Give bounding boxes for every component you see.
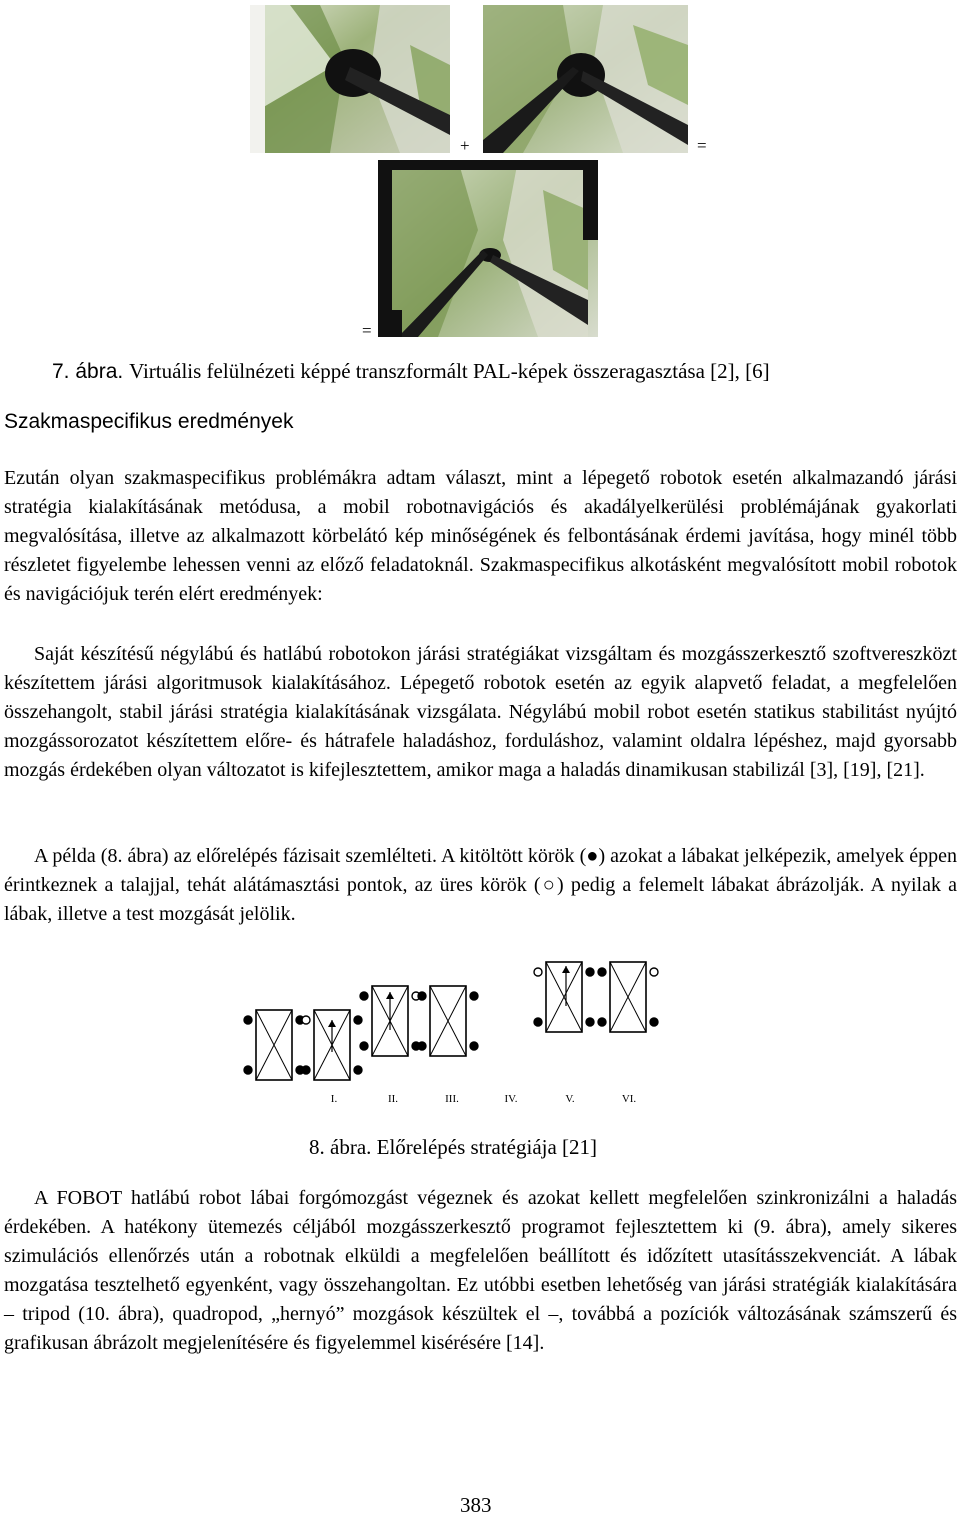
- pal-image-left: [250, 5, 450, 153]
- lifted-leg: [534, 968, 542, 976]
- paragraph: Saját készítésű négylábú és hatlábú robotokon járási stratégiákat vizsgáltam és mozgásszerkesztő szoftvereszközt készítettem járási algoritmusok kialakításához. Lépegető robotok esetén az egyik alapvető feladat, a megfelelően összehangolt, stabil járási stratégia kialakításának vizsgálata. Négylábú mobil robot esetén statikus stabilitást nyújtó mozgássorozatot készítettem előre- és hátrafele haladáshoz, forduláshoz, valamint oldalra lépéshez, majd gyorsabb mozgás érdekében olyan változatot is kifejlesztettem, amikor maga a haladás dinamikusan stabilizál [3], [19], [21].: [4, 643, 957, 781]
- phase-label: IV.: [504, 1093, 518, 1105]
- phase-group: [244, 962, 658, 1080]
- supporting-leg: [244, 1066, 252, 1074]
- equals-operator: =: [697, 136, 707, 155]
- supporting-leg: [418, 1042, 426, 1050]
- pal-image-stitched: [378, 160, 598, 337]
- supporting-leg: [354, 1066, 362, 1074]
- supporting-leg: [598, 968, 606, 976]
- phase-label: II.: [387, 1093, 399, 1105]
- supporting-leg: [470, 1042, 478, 1050]
- supporting-leg: [360, 1042, 368, 1050]
- paragraph: A példa (8. ábra) az előrelépés fázisait szemlélteti. A kitöltött körök (●) azokat a lábakat jelképezik, amelyek éppen érintkeznek a talajjal, tehát alátámasztási pontok, az üres körök (○) pedig a felemelt lábakat ábrázolják. A nyilak a lábak, illetve a test mozgását jelölik.: [4, 845, 957, 925]
- phase-5: [534, 962, 594, 1032]
- equals-operator: =: [362, 321, 372, 340]
- phase-label: I.: [330, 1093, 338, 1105]
- supporting-leg: [586, 1018, 594, 1026]
- supporting-leg: [586, 968, 594, 976]
- pal-image-right: [483, 5, 688, 153]
- phase-2: [302, 1010, 362, 1080]
- phase-4: [418, 986, 478, 1056]
- supporting-leg: [418, 992, 426, 1000]
- figure-7-caption-text: Virtuális felülnézeti képpé transzformált PAL-képek összeragasztása [2], [6]: [129, 359, 770, 383]
- supporting-leg: [354, 1016, 362, 1024]
- page-number: 383: [460, 1493, 492, 1517]
- supporting-leg: [360, 992, 368, 1000]
- supporting-leg: [302, 1066, 310, 1074]
- figure-8-caption: 8. ábra. Előrelépés stratégiája [21]: [309, 1135, 598, 1159]
- paragraph: A FOBOT hatlábú robot lábai forgómozgást végeznek és azokat kellett megfelelően szinkronizálni a haladás érdekében. A hatékony ütemezés céljából mozgásszerkesztő programot fejlesztettem ki (9. ábra), amely sikeres szimulációs ellenőrzés után a robotnak elküldi a megfelelően beállított és időzített utasításszekvenciát. A lábak mozgatása tesztelhető egyenként, vagy összehangoltan. Ez utóbbi esetben lehetőség van járási stratégiák kialakítására – tripod (10. ábra), quadropod, „hernyó” mozgások készültek el –, továbbá a pozíciók változásának számszerű és grafikusan ábrázolt megjelenítésére és figyelemmel kisérésére [14].: [4, 1187, 957, 1354]
- lifted-leg: [650, 968, 658, 976]
- supporting-leg: [598, 1018, 606, 1026]
- phase-1: [244, 1010, 304, 1080]
- supporting-leg: [244, 1016, 252, 1024]
- section-heading: Szakmaspecifikus eredmények: [4, 410, 294, 433]
- figure-7-number: 7. ábra.: [52, 360, 124, 383]
- phase-label: V.: [565, 1093, 575, 1105]
- phase-label: III.: [445, 1093, 459, 1105]
- supporting-leg: [470, 992, 478, 1000]
- supporting-leg: [650, 1018, 658, 1026]
- phase-6: [598, 962, 658, 1032]
- plus-operator: +: [460, 136, 470, 155]
- lifted-leg: [302, 1016, 310, 1024]
- supporting-leg: [534, 1018, 542, 1026]
- phase-labels: [331, 1093, 637, 1105]
- walking-strategy-diagram: [236, 940, 716, 1110]
- phase-label: VI.: [621, 1093, 637, 1105]
- figure-7-caption: [52, 359, 770, 384]
- paragraph: Ezután olyan szakmaspecifikus problémákra adtam választ, mint a lépegető robotok esetén alkalmazandó járási stratégia kialakításának metódusa, a mobil robotnavigációs és akadályelkerülési problémájának gyakorlati megvalósítása, illetve az alkalmazott körbelátó kép minőségének és felbontásának érdemi javítása, hogy minél több részletet figyelembe lehessen venni az előző feladatoknál. Szakmaspecifikus alkotásként megvalósított mobil robotok és navigációjuk terén elért eredmények:: [4, 467, 957, 605]
- phase-3: [360, 986, 420, 1056]
